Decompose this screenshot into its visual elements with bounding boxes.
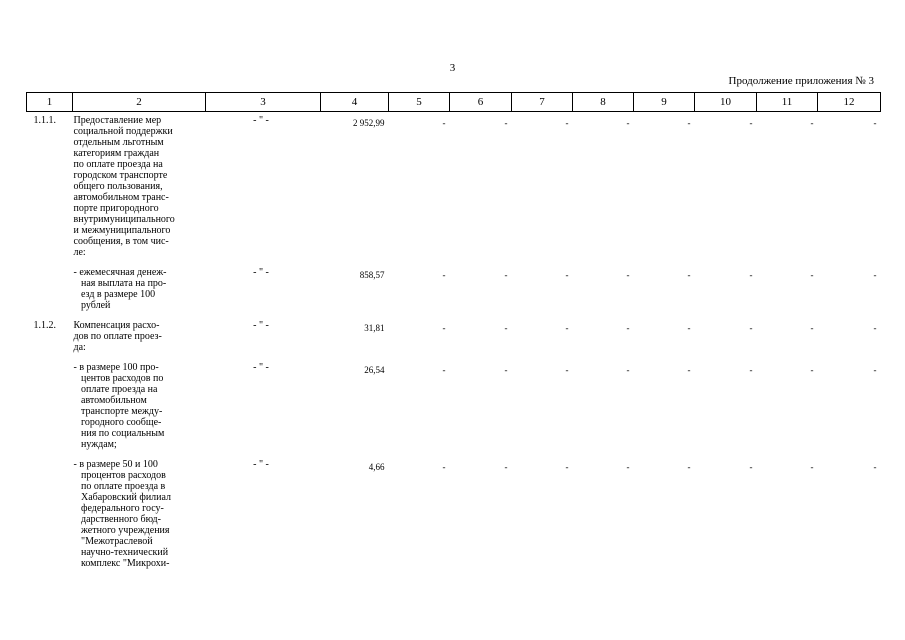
column-header: 11 xyxy=(757,93,818,112)
row-empty-value: - xyxy=(810,365,814,375)
row-empty-value: - xyxy=(626,462,630,472)
row-empty-value: - xyxy=(749,462,753,472)
row-empty-value: - xyxy=(810,270,814,280)
row-empty-value: - xyxy=(626,270,630,280)
row-description: - в размере 50 и 100 процентов расходов по оплате проезда в Хабаровский филиал федерального госу- дарственного бюд- жетного учреждения "Межотраслевой научно-технический комплекс "Микрохи- xyxy=(73,459,172,569)
column-header: 12 xyxy=(818,93,881,112)
row-description: - в размере 100 про- центов расходов по оплате проезда на автомобильном транспорте между- городного сообще- ния по социальным нуждам; xyxy=(73,362,165,450)
row-responsible: - " - xyxy=(253,115,269,126)
row-empty-value: - xyxy=(565,462,569,472)
budget-table xyxy=(26,92,881,569)
row-empty-value: - xyxy=(687,323,691,333)
column-header: 1 xyxy=(27,93,73,112)
row-empty-value: - xyxy=(504,270,508,280)
row-description: Предоставление мер социальной поддержки отдельным льготным категориям граждан по оплате проезда на городском транспорте общего пользования, автомобильном транс- порте пригородного внутримуниципального и межмуниципального сообщения, в том чис- ле: xyxy=(73,115,175,258)
page-number: 3 xyxy=(449,62,456,74)
row-description: Компенсация расхо- дов по оплате проез- да: xyxy=(73,320,162,353)
row-empty-value: - xyxy=(749,323,753,333)
row-code xyxy=(27,258,73,311)
row-amount: 2 952,99 xyxy=(353,118,385,128)
table-row xyxy=(27,450,881,569)
row-responsible: - " - xyxy=(253,320,269,331)
row-empty-value: - xyxy=(442,462,446,472)
column-number-row xyxy=(27,93,881,112)
row-empty-value: - xyxy=(687,270,691,280)
row-empty-value: - xyxy=(749,270,753,280)
row-description: - ежемесячная денеж- ная выплата на про- езд в размере 100 рублей xyxy=(73,267,167,311)
row-empty-value: - xyxy=(626,365,630,375)
row-amount: 31,81 xyxy=(364,323,385,333)
row-empty-value: - xyxy=(749,365,753,375)
column-header: 10 xyxy=(695,93,757,112)
row-code xyxy=(27,450,73,569)
row-empty-value: - xyxy=(873,462,877,472)
table-row xyxy=(27,112,881,259)
row-amount: 4,66 xyxy=(368,462,385,472)
row-empty-value: - xyxy=(810,118,814,128)
row-empty-value: - xyxy=(687,365,691,375)
column-header: 5 xyxy=(389,93,450,112)
row-empty-value: - xyxy=(565,118,569,128)
column-header: 8 xyxy=(573,93,634,112)
row-empty-value: - xyxy=(504,365,508,375)
row-empty-value: - xyxy=(687,118,691,128)
row-empty-value: - xyxy=(504,323,508,333)
row-empty-value: - xyxy=(565,365,569,375)
row-empty-value: - xyxy=(626,118,630,128)
column-header: 7 xyxy=(512,93,573,112)
column-header: 4 xyxy=(321,93,389,112)
row-empty-value: - xyxy=(687,462,691,472)
table-row xyxy=(27,258,881,311)
row-empty-value: - xyxy=(873,365,877,375)
column-header: 3 xyxy=(206,93,321,112)
row-responsible: - " - xyxy=(253,267,269,278)
column-header: 2 xyxy=(73,93,206,112)
table-row xyxy=(27,311,881,353)
row-empty-value: - xyxy=(873,270,877,280)
row-empty-value: - xyxy=(810,323,814,333)
column-header: 9 xyxy=(634,93,695,112)
row-empty-value: - xyxy=(442,118,446,128)
row-empty-value: - xyxy=(810,462,814,472)
row-code xyxy=(27,353,73,450)
row-empty-value: - xyxy=(873,118,877,128)
row-empty-value: - xyxy=(565,323,569,333)
column-header: 6 xyxy=(450,93,512,112)
row-empty-value: - xyxy=(565,270,569,280)
row-code: 1.1.1. xyxy=(33,115,56,126)
row-empty-value: - xyxy=(442,270,446,280)
row-empty-value: - xyxy=(749,118,753,128)
row-empty-value: - xyxy=(626,323,630,333)
row-responsible: - " - xyxy=(253,362,269,373)
row-code: 1.1.2. xyxy=(33,320,56,331)
appendix-continuation-label: Продолжение приложения № 3 xyxy=(728,75,874,87)
row-empty-value: - xyxy=(873,323,877,333)
row-empty-value: - xyxy=(442,365,446,375)
table-row xyxy=(27,353,881,450)
row-amount: 26,54 xyxy=(364,365,385,375)
row-responsible: - " - xyxy=(253,459,269,470)
row-amount: 858,57 xyxy=(359,270,385,280)
row-empty-value: - xyxy=(442,323,446,333)
row-empty-value: - xyxy=(504,462,508,472)
row-empty-value: - xyxy=(504,118,508,128)
